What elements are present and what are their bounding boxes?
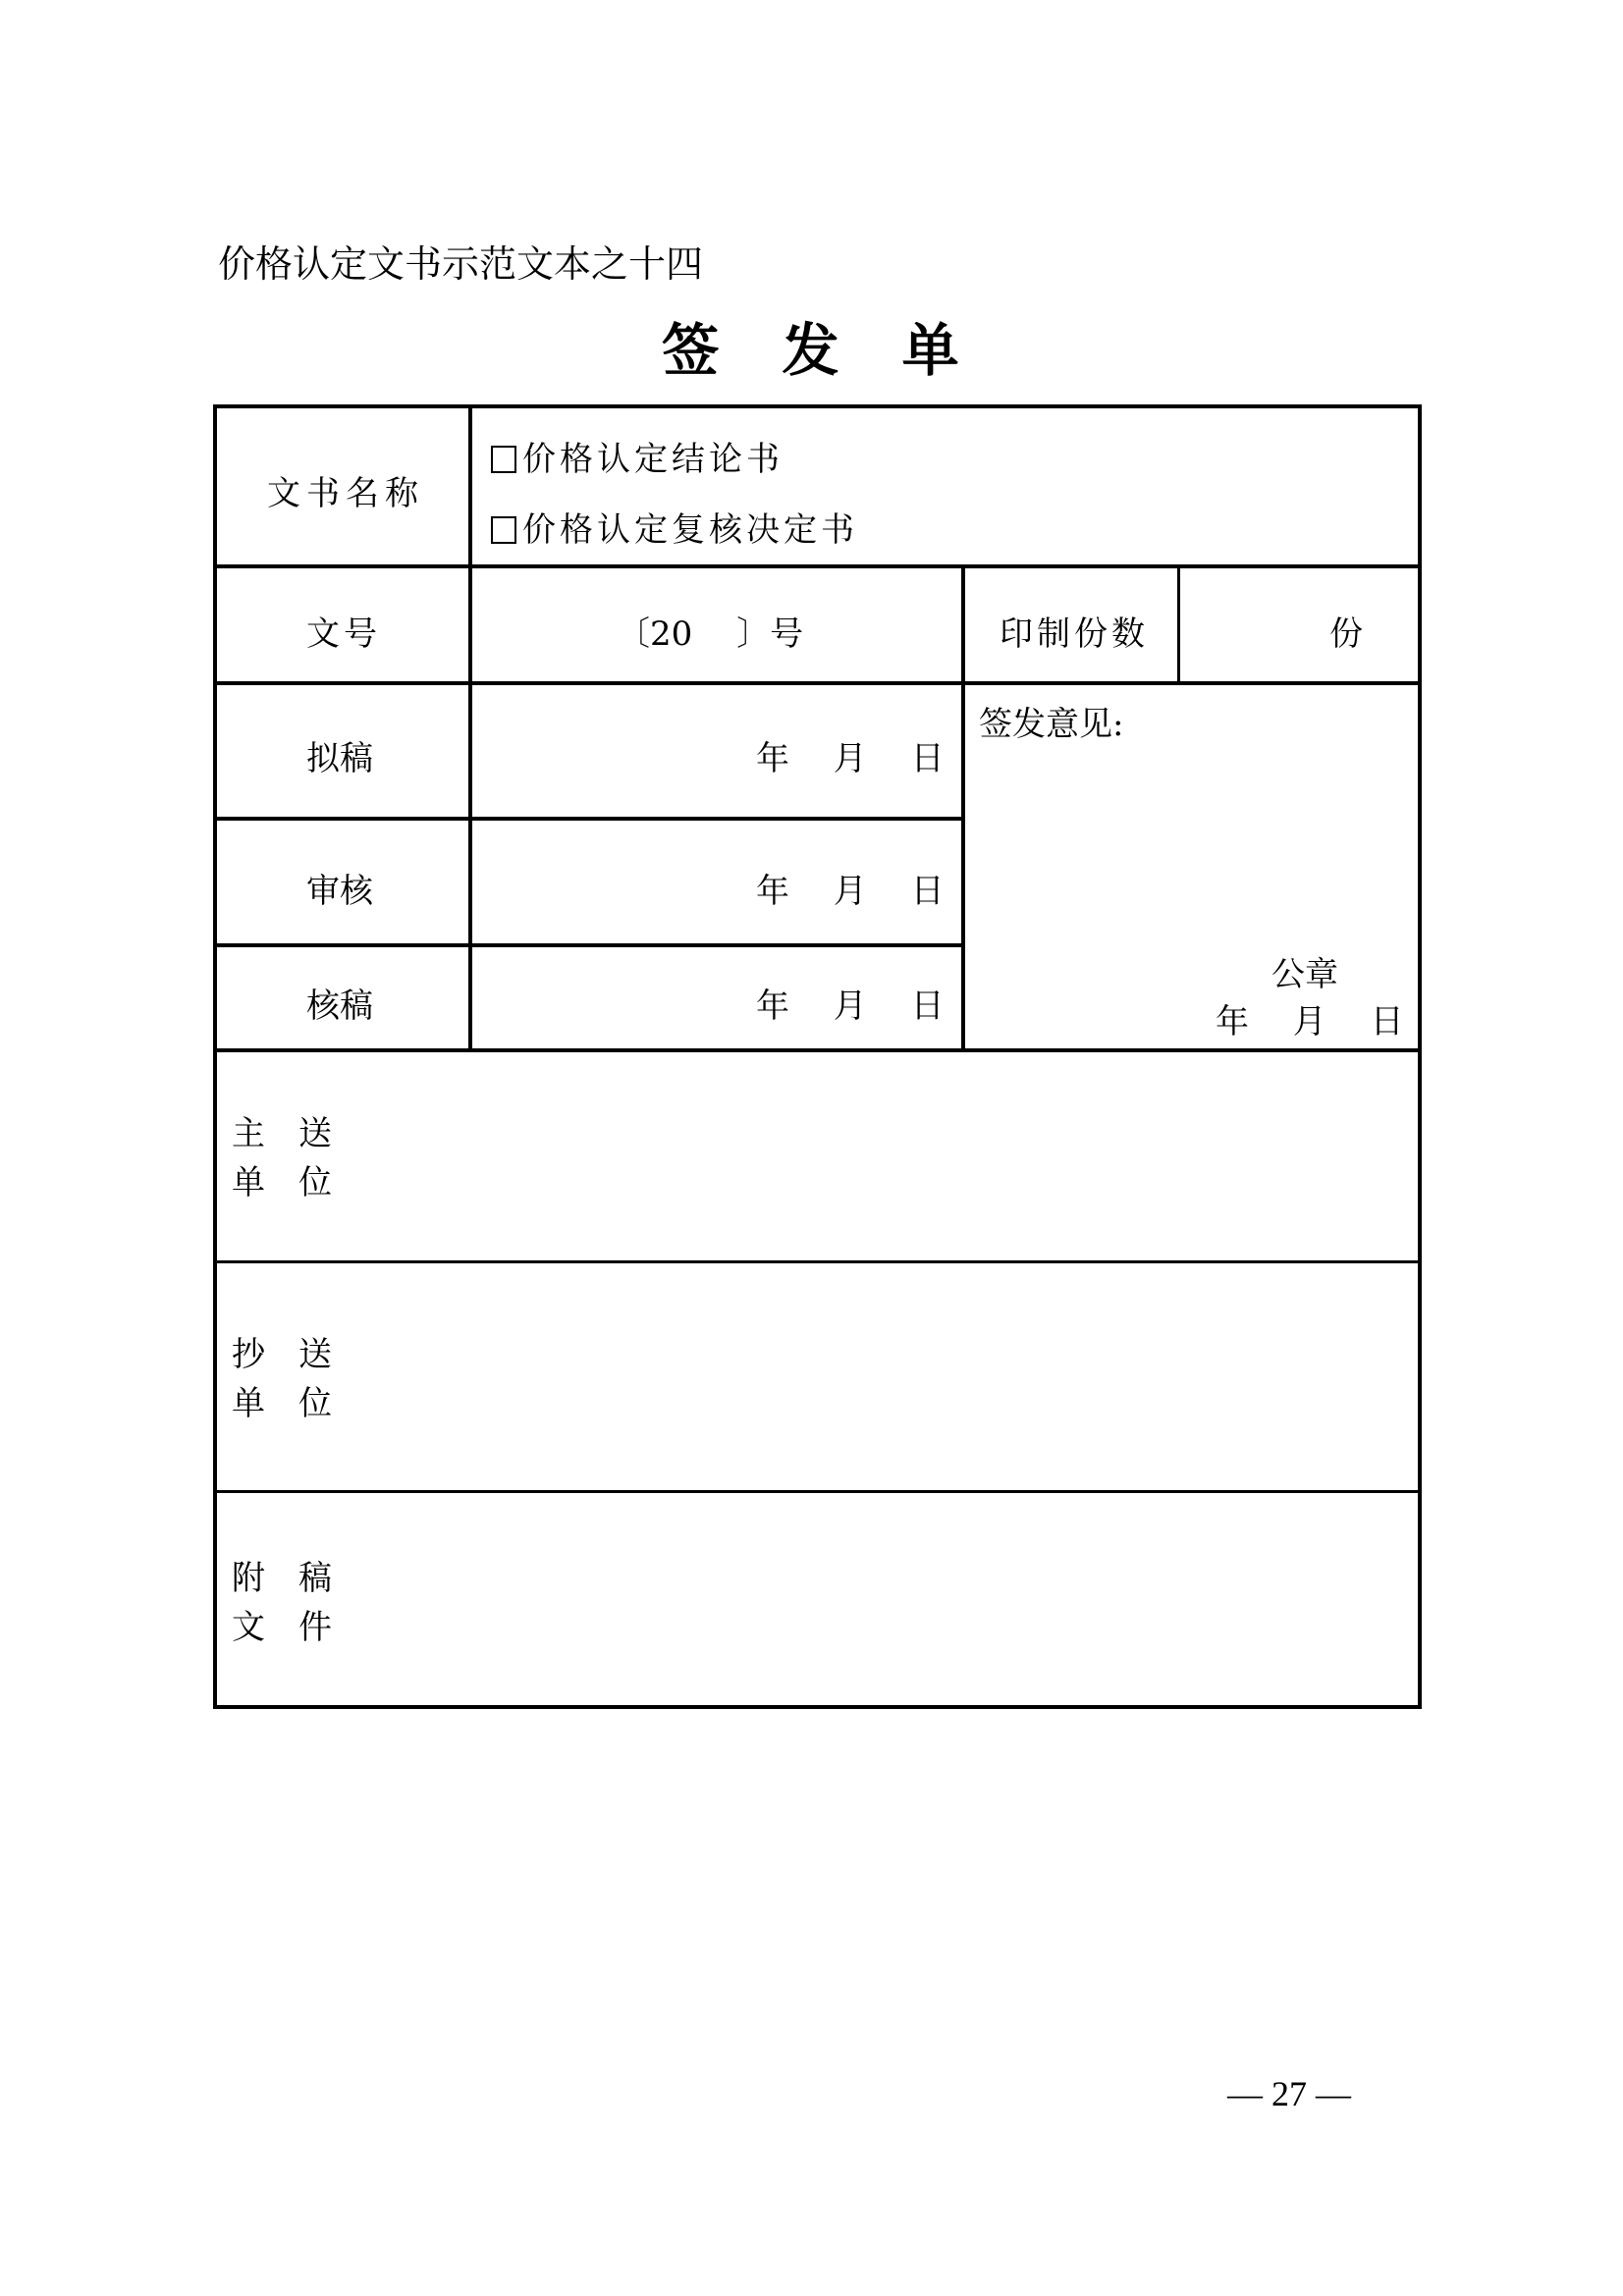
main-recipient-label bbox=[232, 1109, 332, 1207]
table-border-right bbox=[1418, 404, 1422, 1709]
col-divider bbox=[468, 404, 472, 1052]
row-divider bbox=[213, 943, 964, 947]
option-label: 价格认定复核决定书 bbox=[522, 510, 858, 550]
copies-label: 印制份数 bbox=[1000, 614, 1149, 654]
row-divider bbox=[213, 1260, 1422, 1263]
label-line: 抄 送 bbox=[232, 1335, 332, 1374]
label-line: 附 稿 bbox=[232, 1559, 332, 1598]
row-divider bbox=[213, 681, 1422, 685]
label-line: 单 位 bbox=[232, 1384, 332, 1423]
check-draft-label: 核稿 bbox=[306, 987, 373, 1026]
table-border-top bbox=[213, 404, 1422, 408]
draft-date[interactable]: 年 月 日 bbox=[756, 739, 945, 778]
copies-unit[interactable]: 份 bbox=[1329, 614, 1363, 654]
col-divider bbox=[961, 564, 965, 1052]
checkbox-icon[interactable] bbox=[491, 446, 516, 473]
opinion-date[interactable]: 年 月 日 bbox=[1216, 1002, 1404, 1041]
page-number: — 27 — bbox=[1227, 2074, 1351, 2113]
label-line: 主 送 bbox=[232, 1114, 332, 1153]
doc-number-value[interactable]: 〔20 〕号 bbox=[617, 614, 804, 654]
doc-name-label: 文书名称 bbox=[267, 474, 424, 513]
label-line: 单 位 bbox=[232, 1163, 332, 1202]
attachment-label bbox=[232, 1554, 332, 1652]
label-line: 文 件 bbox=[232, 1608, 332, 1647]
cc-recipient-label bbox=[232, 1330, 332, 1428]
check-draft-date[interactable]: 年 月 日 bbox=[756, 987, 945, 1026]
option-label: 价格认定结论书 bbox=[522, 440, 784, 479]
review-date[interactable]: 年 月 日 bbox=[756, 872, 945, 911]
document-subtitle: 价格认定文书示范文本之十四 bbox=[218, 242, 704, 286]
option-review-decision[interactable] bbox=[491, 503, 858, 551]
doc-number-label: 文号 bbox=[306, 614, 381, 654]
review-label: 审核 bbox=[306, 872, 373, 911]
seal-label: 公章 bbox=[1271, 955, 1338, 994]
page-title: 签 发 单 bbox=[662, 317, 981, 384]
table-border-left bbox=[213, 404, 217, 1709]
draft-label: 拟稿 bbox=[306, 739, 373, 778]
checkbox-icon[interactable] bbox=[491, 516, 516, 544]
row-divider bbox=[213, 817, 964, 821]
option-price-conclusion[interactable] bbox=[491, 432, 784, 480]
row-divider bbox=[213, 1048, 1422, 1052]
table-border-bottom bbox=[213, 1705, 1422, 1709]
opinion-label: 签发意见: bbox=[979, 705, 1124, 744]
col-divider bbox=[1177, 564, 1180, 685]
row-divider bbox=[213, 564, 1422, 568]
row-divider bbox=[213, 1490, 1422, 1493]
